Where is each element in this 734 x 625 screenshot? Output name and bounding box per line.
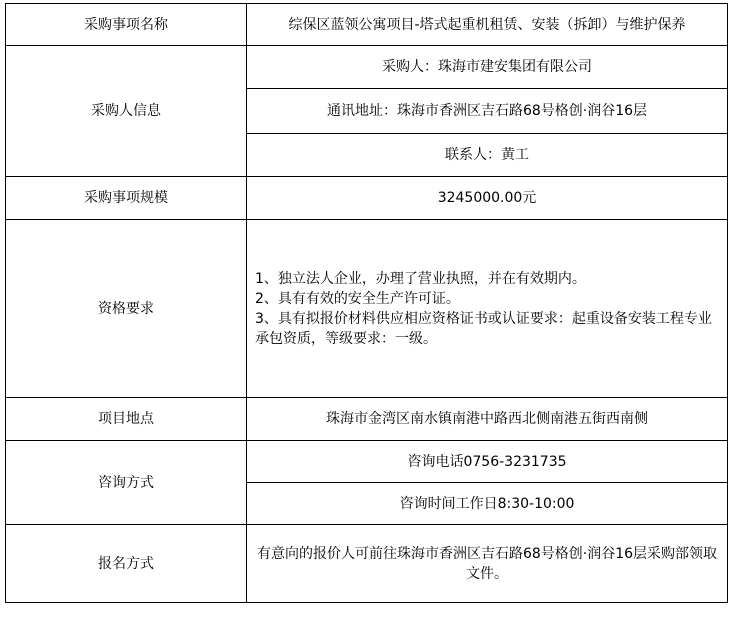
consult-label: 咨询方式 [6,441,247,525]
item-name-label: 采购事项名称 [6,4,247,46]
qualification-item-3: 3、具有拟报价材料供应相应资格证书或认证要求：起重设备安装工程专业承包资质，等级要求：一级。 [255,310,712,347]
registration-label: 报名方式 [6,525,247,603]
qualification-label: 资格要求 [6,220,247,398]
location-label: 项目地点 [6,398,247,441]
registration-value: 有意向的报价人可前往珠海市香洲区吉石路68号格创·润谷16层采购部领取文件。 [256,545,718,582]
consult-phone: 咨询电话0756-3231735 [247,441,728,483]
table-row-consult-phone [6,441,728,483]
purchaser-contact: 联系人：黄工 [247,134,728,177]
purchaser-label: 采购人信息 [6,46,247,177]
table-row-item-name [6,4,728,46]
procurement-info-table [5,3,728,603]
qualification-item-2: 2、具有有效的安全生产许可证。 [255,290,460,307]
scale-value: 3245000.00元 [247,177,728,220]
qualification-item-1: 1、独立法人企业，办理了营业执照，并在有效期内。 [255,270,586,287]
table-row-registration [6,525,728,603]
registration-cell [247,525,728,603]
qualification-requirements [247,220,728,398]
table-row-purchaser-name [6,46,728,89]
item-name-value: 综保区蓝领公寓项目-塔式起重机租赁、安装（拆卸）与维护保养 [247,4,728,46]
consult-hours: 咨询时间工作日8:30-10:00 [247,483,728,525]
table-row-qualification [6,220,728,398]
table-row-scale [6,177,728,220]
purchaser-address: 通讯地址：珠海市香洲区吉石路68号格创·润谷16层 [247,89,728,134]
scale-label: 采购事项规模 [6,177,247,220]
purchaser-name: 采购人：珠海市建安集团有限公司 [247,46,728,89]
table-row-location [6,398,728,441]
location-value: 珠海市金湾区南水镇南港中路西北侧南港五街西南侧 [247,398,728,441]
